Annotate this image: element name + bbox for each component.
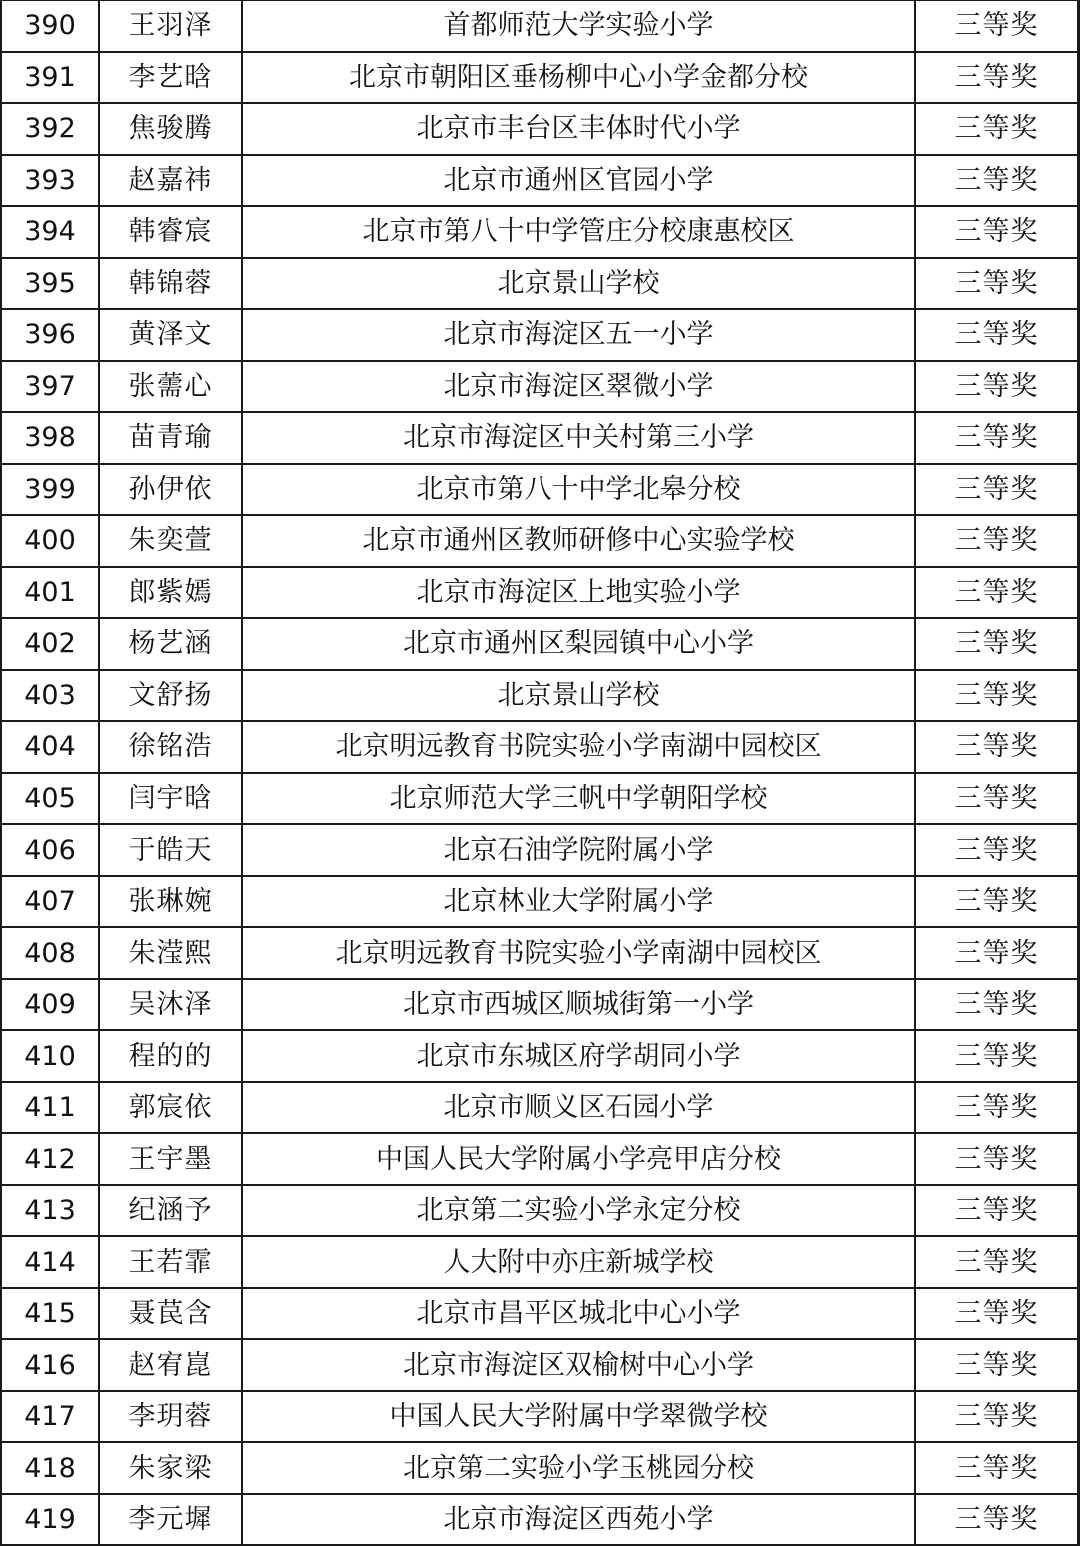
student-name-cell: 于皓天 [99, 824, 242, 876]
award-level-cell: 三等奖 [915, 670, 1079, 722]
table-row [1, 824, 1079, 876]
number-cell: 392 [1, 103, 99, 155]
student-name-cell: 张琳婉 [99, 876, 242, 928]
school-cell: 北京市第八十中学管庄分校康惠校区 [242, 206, 915, 258]
student-name-cell: 焦骏腾 [99, 103, 242, 155]
school-cell: 北京市朝阳区垂杨柳中心小学金都分校 [242, 52, 915, 104]
school-cell: 首都师范大学实验小学 [242, 1, 915, 52]
student-name-cell: 吴沐泽 [99, 979, 242, 1031]
student-name-cell: 韩睿宸 [99, 206, 242, 258]
student-name-cell: 赵宥崑 [99, 1339, 242, 1391]
number-cell: 415 [1, 1288, 99, 1340]
number-cell: 411 [1, 1082, 99, 1134]
table-row [1, 258, 1079, 310]
number-cell: 418 [1, 1442, 99, 1494]
award-level-cell: 三等奖 [915, 1185, 1079, 1237]
table-row [1, 773, 1079, 825]
school-cell: 北京市昌平区城北中心小学 [242, 1288, 915, 1340]
number-cell: 403 [1, 670, 99, 722]
award-level-cell: 三等奖 [915, 206, 1079, 258]
award-level-cell: 三等奖 [915, 1494, 1079, 1546]
award-list-body [1, 1, 1079, 1546]
table-row [1, 1, 1079, 52]
student-name-cell: 黄泽文 [99, 309, 242, 361]
table-row [1, 618, 1079, 670]
award-level-cell: 三等奖 [915, 515, 1079, 567]
school-cell: 北京市海淀区双榆树中心小学 [242, 1339, 915, 1391]
school-cell: 北京市海淀区翠微小学 [242, 361, 915, 413]
award-level-cell: 三等奖 [915, 721, 1079, 773]
award-level-cell: 三等奖 [915, 1030, 1079, 1082]
table-row [1, 1442, 1079, 1494]
award-level-cell: 三等奖 [915, 1133, 1079, 1185]
school-cell: 中国人民大学附属小学亮甲店分校 [242, 1133, 915, 1185]
table-row [1, 927, 1079, 979]
number-cell: 398 [1, 412, 99, 464]
award-level-cell: 三等奖 [915, 618, 1079, 670]
number-cell: 407 [1, 876, 99, 928]
student-name-cell: 徐铭浩 [99, 721, 242, 773]
school-cell: 北京市西城区顺城街第一小学 [242, 979, 915, 1031]
number-cell: 406 [1, 824, 99, 876]
number-cell: 410 [1, 1030, 99, 1082]
school-cell: 北京市东城区府学胡同小学 [242, 1030, 915, 1082]
number-cell: 414 [1, 1236, 99, 1288]
table-row [1, 567, 1079, 619]
award-level-cell: 三等奖 [915, 773, 1079, 825]
student-name-cell: 纪涵予 [99, 1185, 242, 1237]
table-row [1, 515, 1079, 567]
award-level-cell: 三等奖 [915, 1442, 1079, 1494]
number-cell: 417 [1, 1391, 99, 1443]
student-name-cell: 程的的 [99, 1030, 242, 1082]
student-name-cell: 朱奕萱 [99, 515, 242, 567]
award-level-cell: 三等奖 [915, 309, 1079, 361]
award-level-cell: 三等奖 [915, 1082, 1079, 1134]
school-cell: 北京景山学校 [242, 258, 915, 310]
number-cell: 416 [1, 1339, 99, 1391]
school-cell: 北京林业大学附属小学 [242, 876, 915, 928]
award-level-cell: 三等奖 [915, 103, 1079, 155]
student-name-cell: 王羽泽 [99, 1, 242, 52]
table-row [1, 1185, 1079, 1237]
table-row [1, 1133, 1079, 1185]
number-cell: 408 [1, 927, 99, 979]
school-cell: 北京明远教育书院实验小学南湖中园校区 [242, 721, 915, 773]
award-level-cell: 三等奖 [915, 567, 1079, 619]
number-cell: 404 [1, 721, 99, 773]
school-cell: 北京市海淀区西苑小学 [242, 1494, 915, 1546]
award-level-cell: 三等奖 [915, 1391, 1079, 1443]
award-level-cell: 三等奖 [915, 1339, 1079, 1391]
student-name-cell: 韩锦蓉 [99, 258, 242, 310]
number-cell: 419 [1, 1494, 99, 1546]
student-name-cell: 文舒扬 [99, 670, 242, 722]
student-name-cell: 王宇墨 [99, 1133, 242, 1185]
number-cell: 402 [1, 618, 99, 670]
award-level-cell: 三等奖 [915, 979, 1079, 1031]
school-cell: 人大附中亦庄新城学校 [242, 1236, 915, 1288]
award-level-cell: 三等奖 [915, 464, 1079, 516]
number-cell: 413 [1, 1185, 99, 1237]
student-name-cell: 杨艺涵 [99, 618, 242, 670]
table-row [1, 1030, 1079, 1082]
number-cell: 394 [1, 206, 99, 258]
school-cell: 北京市第八十中学北皋分校 [242, 464, 915, 516]
student-name-cell: 朱滢熙 [99, 927, 242, 979]
school-cell: 北京市顺义区石园小学 [242, 1082, 915, 1134]
table-row [1, 1494, 1079, 1546]
award-level-cell: 三等奖 [915, 824, 1079, 876]
table-row [1, 155, 1079, 207]
student-name-cell: 聂苠含 [99, 1288, 242, 1340]
table-row [1, 1236, 1079, 1288]
number-cell: 393 [1, 155, 99, 207]
table-row [1, 670, 1079, 722]
student-name-cell: 赵嘉祎 [99, 155, 242, 207]
school-cell: 北京市海淀区上地实验小学 [242, 567, 915, 619]
table-row [1, 412, 1079, 464]
student-name-cell: 李元墀 [99, 1494, 242, 1546]
number-cell: 405 [1, 773, 99, 825]
award-level-cell: 三等奖 [915, 258, 1079, 310]
school-cell: 北京市通州区梨园镇中心小学 [242, 618, 915, 670]
student-name-cell: 王若霏 [99, 1236, 242, 1288]
table-row [1, 1288, 1079, 1340]
number-cell: 390 [1, 1, 99, 52]
student-name-cell: 闫宇晗 [99, 773, 242, 825]
award-level-cell: 三等奖 [915, 361, 1079, 413]
student-name-cell: 李艺晗 [99, 52, 242, 104]
table-row [1, 464, 1079, 516]
student-name-cell: 郎紫嫣 [99, 567, 242, 619]
award-level-cell: 三等奖 [915, 1288, 1079, 1340]
student-name-cell: 孙伊依 [99, 464, 242, 516]
school-cell: 北京石油学院附属小学 [242, 824, 915, 876]
number-cell: 399 [1, 464, 99, 516]
table-row [1, 721, 1079, 773]
school-cell: 北京市丰台区丰体时代小学 [242, 103, 915, 155]
award-level-cell: 三等奖 [915, 876, 1079, 928]
award-level-cell: 三等奖 [915, 1236, 1079, 1288]
table-row [1, 876, 1079, 928]
table-row [1, 1082, 1079, 1134]
student-name-cell: 李玥蓉 [99, 1391, 242, 1443]
school-cell: 北京明远教育书院实验小学南湖中园校区 [242, 927, 915, 979]
school-cell: 北京市海淀区五一小学 [242, 309, 915, 361]
number-cell: 391 [1, 52, 99, 104]
school-cell: 北京第二实验小学永定分校 [242, 1185, 915, 1237]
number-cell: 397 [1, 361, 99, 413]
table-row [1, 1339, 1079, 1391]
number-cell: 409 [1, 979, 99, 1031]
award-level-cell: 三等奖 [915, 927, 1079, 979]
student-name-cell: 苗青瑜 [99, 412, 242, 464]
award-level-cell: 三等奖 [915, 155, 1079, 207]
student-name-cell: 张薷心 [99, 361, 242, 413]
school-cell: 中国人民大学附属中学翠微学校 [242, 1391, 915, 1443]
number-cell: 401 [1, 567, 99, 619]
table-row [1, 309, 1079, 361]
table-row [1, 1391, 1079, 1443]
school-cell: 北京市海淀区中关村第三小学 [242, 412, 915, 464]
number-cell: 412 [1, 1133, 99, 1185]
award-level-cell: 三等奖 [915, 412, 1079, 464]
table-row [1, 206, 1079, 258]
student-name-cell: 朱家梁 [99, 1442, 242, 1494]
school-cell: 北京第二实验小学玉桃园分校 [242, 1442, 915, 1494]
table-row [1, 361, 1079, 413]
school-cell: 北京师范大学三帆中学朝阳学校 [242, 773, 915, 825]
school-cell: 北京市通州区教师研修中心实验学校 [242, 515, 915, 567]
number-cell: 396 [1, 309, 99, 361]
table-row [1, 103, 1079, 155]
table-row [1, 979, 1079, 1031]
student-name-cell: 郭宸依 [99, 1082, 242, 1134]
award-level-cell: 三等奖 [915, 1, 1079, 52]
school-cell: 北京市通州区官园小学 [242, 155, 915, 207]
number-cell: 400 [1, 515, 99, 567]
number-cell: 395 [1, 258, 99, 310]
school-cell: 北京景山学校 [242, 670, 915, 722]
table-row [1, 52, 1079, 104]
award-level-cell: 三等奖 [915, 52, 1079, 104]
